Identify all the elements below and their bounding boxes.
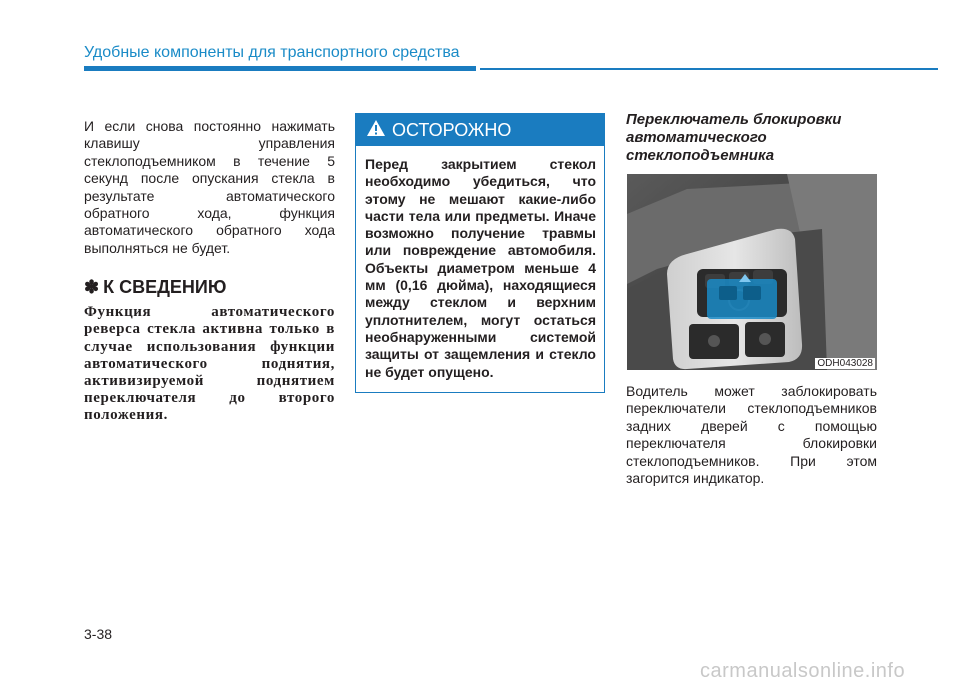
header-divider-thin (480, 68, 938, 70)
warning-box (355, 113, 605, 393)
note-star-icon: ✽ (84, 277, 100, 298)
image-code-label: ODH043028 (817, 358, 873, 369)
left-column (84, 118, 335, 425)
warning-text: Перед закрытием стекол необходимо убедиться, что этому не мешают какие-либо части тела или предметы. Иначе возможно получение травмы или повреждение автомобиля. Объекты диаметром меньше 4 мм (0,16 дюйма), находящиеся между стеклом и верхним уплотнителем, могут остаться необнаруженными системой защиты от защемления и стекло не будет опущено. (365, 156, 596, 380)
auto-reverse-paragraph: И если снова постоянно нажимать клавишу управления стеклоподъемником в течение 5 секунд после опускания стекла в результате автоматического обратного хода, функция автоматического обратного хода выполняться не будет. (84, 118, 335, 256)
note-heading (84, 277, 335, 298)
window-lock-paragraph: Водитель может заблокировать переключатели стеклоподъемников задних дверей с помощью переключателя блокировки стеклоподъемников. При этом загорится индикатор. (626, 383, 877, 487)
warning-header (356, 114, 604, 146)
window-lock-section-title: Переключатель блокировки автоматического стеклоподъемника (626, 111, 842, 164)
window-lock-switch-photo (627, 174, 877, 370)
section-header-title: Удобные компоненты для транспортного средства (84, 44, 460, 61)
right-column (626, 111, 877, 165)
page-number: 3-38 (84, 626, 113, 642)
note-title: К СВЕДЕНИЮ (103, 277, 227, 298)
note-text: Функция автоматического реверса стекла активна только в случае использования функции автоматического поднятия, активизируемой поднятием переключателя до второго положения. (84, 304, 335, 424)
header-divider-thick (84, 66, 476, 71)
watermark: carmanualsonline.info (700, 660, 906, 682)
warning-title: ОСТОРОЖНО (392, 119, 512, 140)
warning-triangle-icon (366, 119, 386, 142)
